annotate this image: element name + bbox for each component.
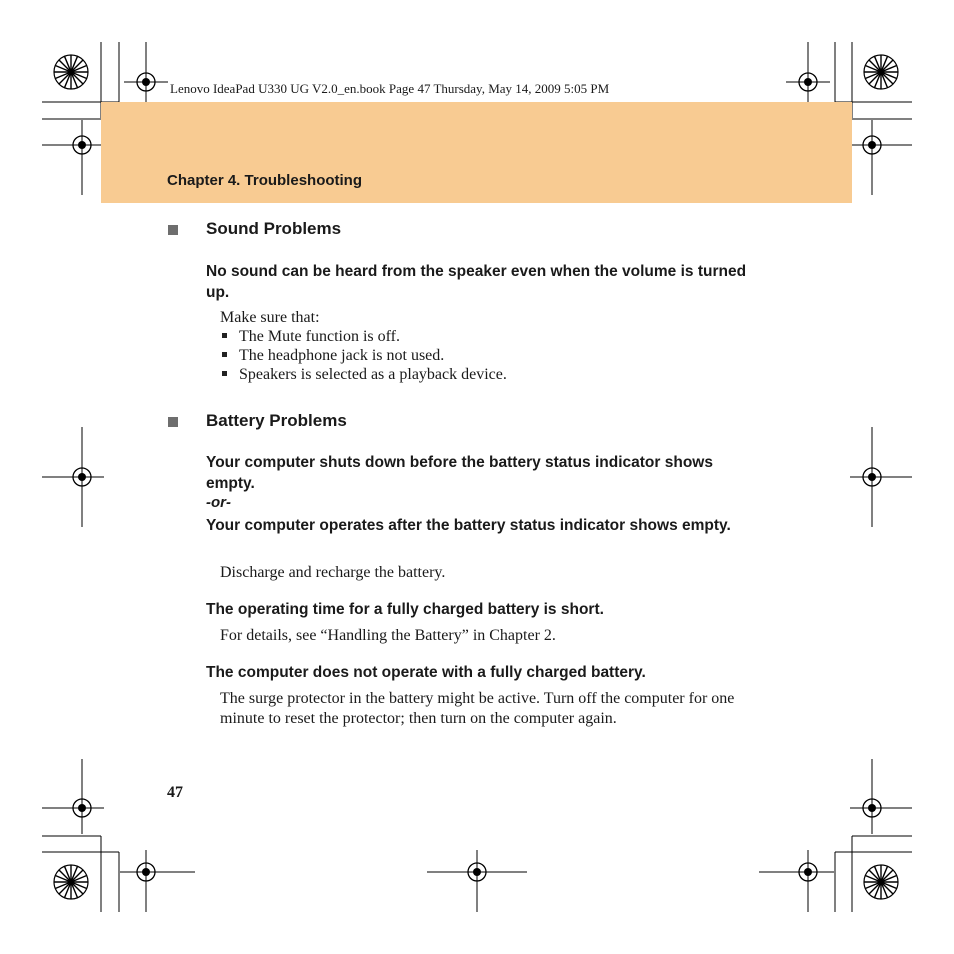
section-heading-battery: Battery Problems (206, 411, 347, 430)
or-separator: -or- (206, 494, 231, 511)
problem-heading-no-sound: No sound can be heard from the speaker even when the volume is turned up. (206, 263, 747, 301)
section-square-icon (168, 225, 178, 235)
answer-discharge: Discharge and recharge the battery. (220, 564, 446, 581)
intro-text: Make sure that: (220, 309, 320, 326)
answer-surge-protector: The surge protector in the battery might be active. Turn off the computer for one minute to reset the protector; then turn on the computer again. (220, 690, 735, 727)
answer-see-handling-battery: For details, see “Handling the Battery” in Chapter 2. (220, 627, 556, 644)
section-heading-sound: Sound Problems (206, 219, 342, 238)
section-square-icon (168, 417, 178, 427)
problem-heading-short-operating-time: The operating time for a fully charged battery is short. (206, 601, 604, 618)
bullet-icon (222, 333, 227, 338)
bullet-icon (222, 352, 227, 357)
list-item: The headphone jack is not used. (222, 346, 444, 366)
bullet-icon (222, 371, 227, 376)
page-number: 47 (167, 784, 183, 801)
problem-heading-does-not-operate: The computer does not operate with a fully charged battery. (206, 664, 646, 681)
list-item: Speakers is selected as a playback device. (222, 365, 507, 385)
list-item: The Mute function is off. (222, 327, 400, 347)
problem-heading-operates-after-empty: Your computer operates after the battery status indicator shows empty. (206, 517, 731, 534)
print-slug: Lenovo IdeaPad U330 UG V2.0_en.book Page 47 Thursday, May 14, 2009 5:05 PM (170, 81, 610, 96)
problem-heading-shuts-down: Your computer shuts down before the battery status indicator shows empty. (206, 454, 713, 492)
chapter-title: Chapter 4. Troubleshooting (167, 172, 363, 189)
